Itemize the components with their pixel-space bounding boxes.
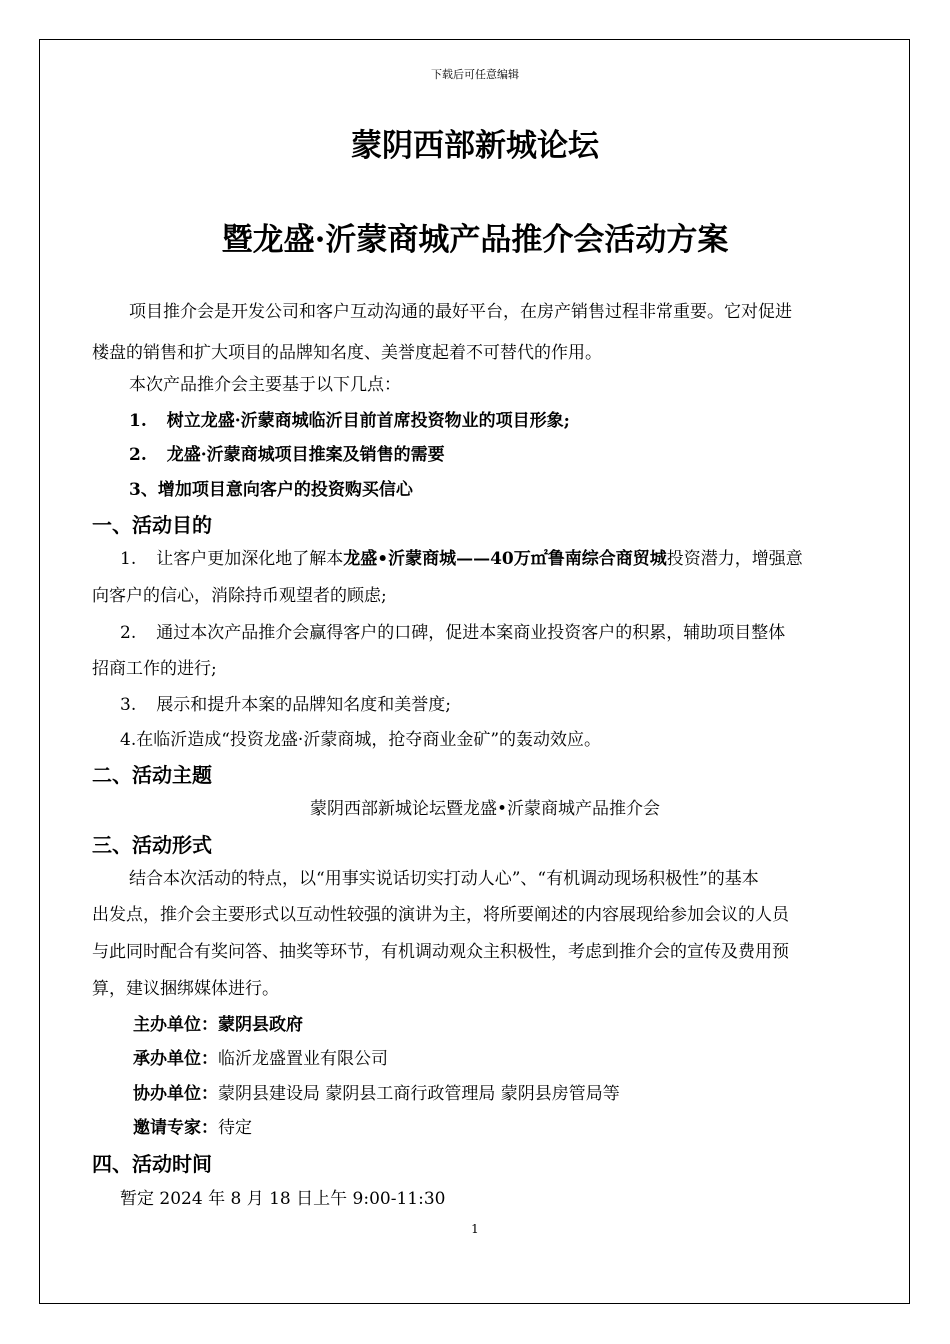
section-1-heading: 一、活动目的 [92, 513, 212, 537]
event-theme: 蒙阴西部新城论坛暨龙盛•沂蒙商城产品推介会 [309, 799, 661, 819]
goal-item-1-line-2: 向客户的信心，消除持币观望者的顾虑; [92, 586, 387, 606]
goal-item-3: 3. 展示和提升本案的品牌知名度和美誉度; [120, 695, 451, 715]
title-line-1: 蒙阴西部新城论坛 [351, 128, 599, 164]
intro-point-2 [129, 438, 445, 472]
invited-expert [133, 1111, 252, 1145]
project-name-bold: 龙盛•沂蒙商城——40万㎡鲁南综合商贸城 [343, 549, 667, 569]
intro-paragraph-1-line-1: 项目推介会是开发公司和客户互动沟通的最好平台，在房产销售过程非常重要。它对促进 [129, 302, 792, 322]
organizer-unit [133, 1042, 388, 1076]
host-unit [133, 1008, 303, 1042]
intro-paragraph-2: 本次产品推介会主要基于以下几点： [129, 375, 401, 395]
format-line-4: 算，建议捆绑媒体进行。 [92, 979, 279, 999]
goal-item-4: 4.在临沂造成“投资龙盛·沂蒙商城，抢夺商业金矿”的轰动效应。 [120, 730, 602, 750]
header-note: 下载后可任意编辑 [431, 68, 519, 81]
intro-point-1 [129, 404, 570, 438]
intro-point-text: 龙盛·沂蒙商城项目推案及销售的需要 [166, 445, 445, 465]
intro-point-num: 1. [129, 411, 147, 431]
expert-value: 待定 [218, 1118, 252, 1138]
format-line-2: 出发点，推介会主要形式以互动性较强的演讲为主，将所要阐述的内容展现给参加会议的人员 [92, 905, 789, 925]
goal-item-num: 2. [120, 623, 137, 643]
page-number: 1 [471, 1222, 479, 1236]
section-4-heading: 四、活动时间 [92, 1152, 212, 1176]
goal-item-1-line-1: 1. 让客户更加深化地了解本龙盛•沂蒙商城——40万㎡鲁南综合商贸城投资潜力，增强意 [120, 549, 803, 569]
intro-point-text: 树立龙盛·沂蒙商城临沂目前首席投资物业的项目形象; [166, 411, 570, 431]
section-2-heading: 二、活动主题 [92, 763, 212, 787]
co-organizer-unit [133, 1077, 620, 1111]
goal-item-num: 3. [120, 695, 137, 715]
goal-item-num: 1. [120, 549, 137, 569]
section-3-heading: 三、活动形式 [92, 833, 212, 857]
format-line-3: 与此同时配合有奖问答、抽奖等环节，有机调动观众主积极性，考虑到推介会的宣传及费用预 [92, 942, 789, 962]
title-line-2: 暨龙盛·沂蒙商城产品推介会活动方案 [221, 222, 729, 258]
organizer-value: 临沂龙盛置业有限公司 [218, 1049, 388, 1069]
format-line-1: 结合本次活动的特点，以“用事实说话切实打动人心”、“有机调动现场积极性”的基本 [129, 869, 759, 889]
co-organizer-value: 蒙阴县建设局 蒙阴县工商行政管理局 蒙阴县房管局等 [218, 1084, 620, 1104]
intro-point-num: 2. [129, 445, 147, 465]
goal-item-2-line-2: 招商工作的进行; [92, 659, 217, 679]
intro-point-3: 3、增加项目意向客户的投资购买信心 [129, 480, 413, 500]
intro-paragraph-1-line-2: 楼盘的销售和扩大项目的品牌知名度、美誉度起着不可替代的作用。 [92, 343, 602, 363]
expert-label: 邀请专家： [133, 1118, 218, 1138]
organizer-label: 承办单位： [133, 1049, 218, 1069]
host-label: 主办单位： [133, 1015, 218, 1035]
event-time: 暂定 2024 年 8 月 18 日上午 9:00-11:30 [120, 1189, 446, 1209]
goal-item-2-line-1: 2. 通过本次产品推介会赢得客户的口碑，促进本案商业投资客户的积累，辅助项目整体 [120, 623, 786, 643]
co-organizer-label: 协办单位： [133, 1084, 218, 1104]
host-value: 蒙阴县政府 [218, 1015, 303, 1035]
